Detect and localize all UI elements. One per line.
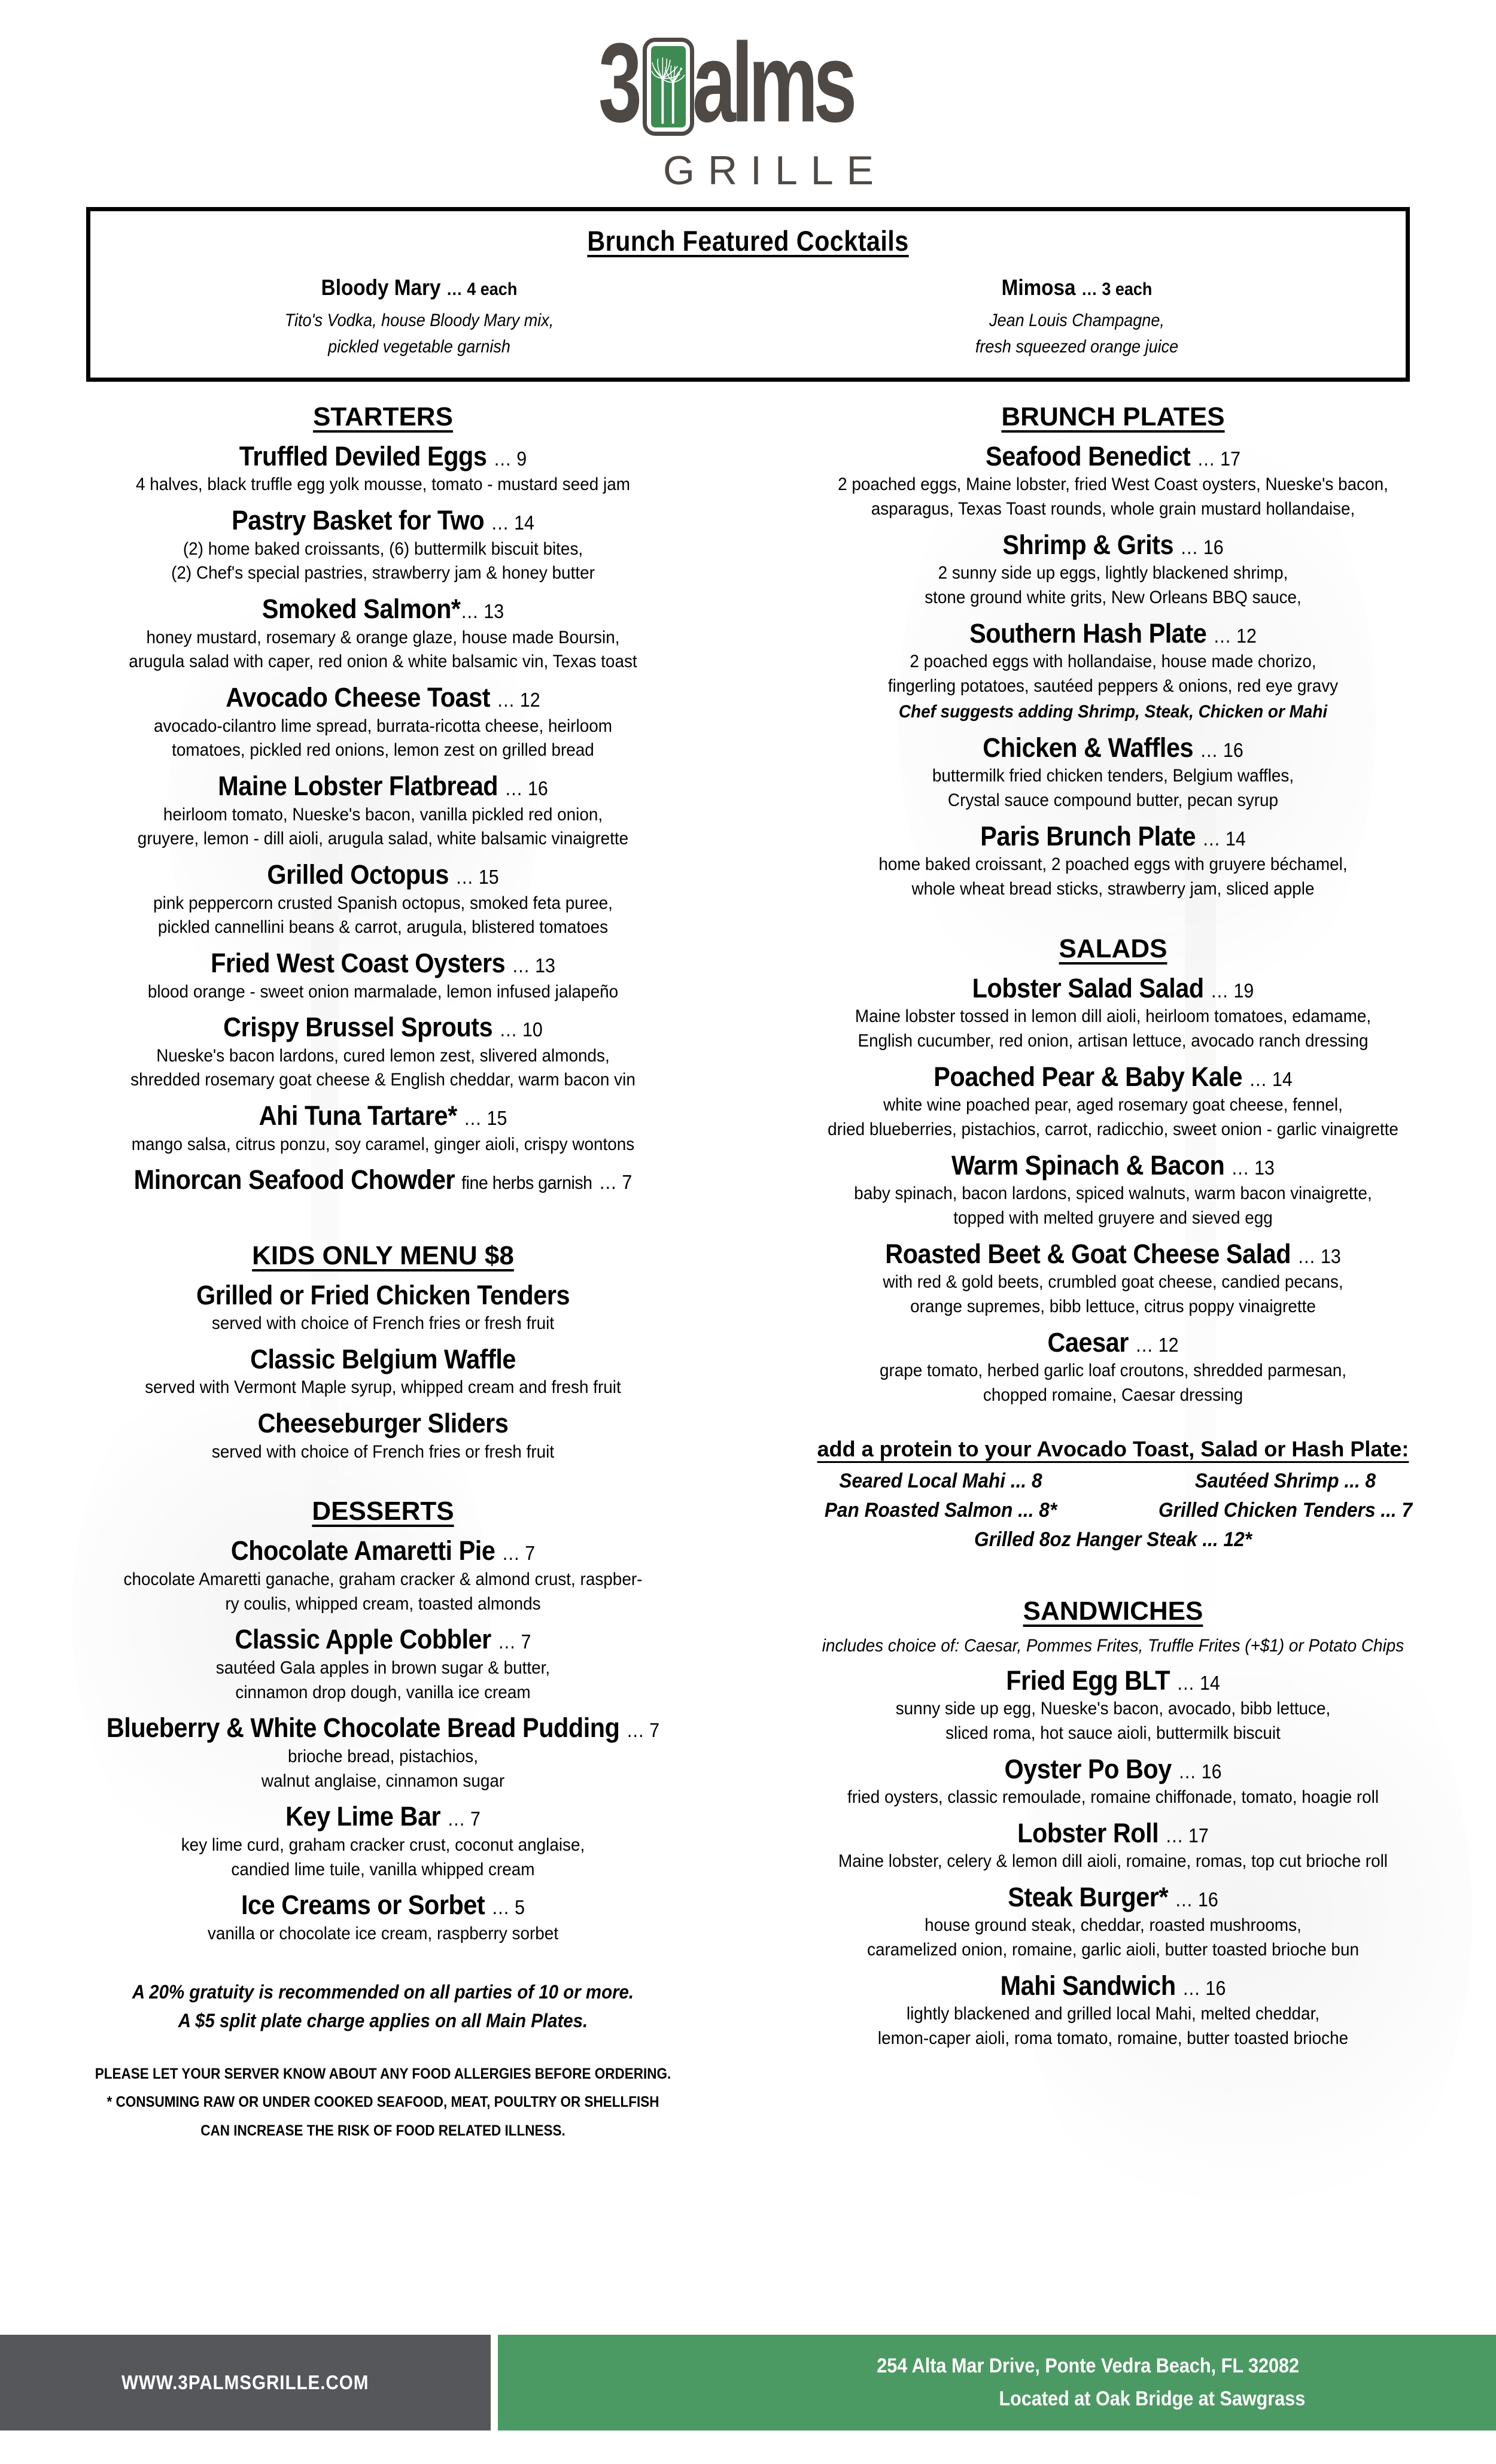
section-heading-brunch-plates: BRUNCH PLATES: [1001, 402, 1225, 431]
item-price: 5: [515, 1896, 525, 1919]
menu-item: Chicken & Waffles … 16 buttermilk fried chicken tenders, Belgium waffles, Crystal sauce compound butter, pecan syrup: [768, 733, 1458, 813]
logo-text-3: 3: [598, 19, 637, 146]
item-name: Classic Apple Cobbler: [235, 1624, 491, 1655]
menu-item: Classic Apple Cobbler … 7 sautéed Gala apples in brown sugar & butter, cinnamon drop dough, vanilla ice cream: [38, 1625, 728, 1705]
menu-item: Seafood Benedict … 17 2 poached eggs, Maine lobster, fried West Coast oysters, Nueske's bacon, asparagus, Texas Toast rounds, whole grain mustard hollandaise,: [768, 442, 1458, 522]
item-desc-line: fried oysters, classic remoulade, romaine chiffonade, tomato, hoagie roll: [847, 1787, 1379, 1808]
item-price: 16: [1223, 738, 1243, 761]
item-price: 14: [1225, 827, 1246, 850]
item-desc-line: vanilla or chocolate ice cream, raspberry sorbet: [207, 1923, 559, 1943]
item-desc-line: English cucumber, red onion, artisan lettuce, avocado ranch dressing: [858, 1030, 1369, 1051]
cocktail-desc-line: Tito's Vodka, house Bloody Mary mix,: [284, 311, 554, 330]
featured-cocktails-box: [86, 207, 1410, 382]
item-price: 14: [1272, 1067, 1293, 1090]
item-name: Fried Egg BLT: [1006, 1665, 1170, 1696]
item-name: Southern Hash Plate: [969, 617, 1207, 649]
menu-item: Pastry Basket for Two … 14 (2) home baked croissants, (6) buttermilk biscuit bites, (2) Chef's special pastries, strawberry jam & honey butter: [38, 506, 728, 586]
menu-item: Grilled Octopus … 15 pink peppercorn crusted Spanish octopus, smoked feta puree, pickled cannellini beans & carrot, arugula, blistered tomatoes: [38, 860, 728, 940]
section-heading-add-protein: add a protein to your Avocado Toast, Salad or Hash Plate:: [817, 1436, 1409, 1461]
item-desc-line: whole wheat bread sticks, strawberry jam, sliced apple: [911, 878, 1315, 899]
cocktail-desc-line: fresh squeezed orange juice: [975, 336, 1179, 357]
item-name: Shrimp & Grits: [1002, 529, 1174, 560]
item-name: Poached Pear & Baby Kale: [934, 1061, 1243, 1092]
item-price: 13: [1254, 1156, 1275, 1179]
item-desc-line: lemon-caper aioli, roma tomato, romaine, butter toasted brioche: [877, 2028, 1349, 2049]
sandwiches-side-note: includes choice of: Caesar, Pommes Frites, Truffle Frites (+$1) or Potato Chips: [822, 1635, 1404, 1656]
logo-text-palms: alms: [692, 19, 853, 146]
item-desc-line: stone ground white grits, New Orleans BBQ sauce,: [925, 588, 1302, 608]
item-desc-line: sliced roma, hot sauce aioli, buttermilk biscuit: [945, 1723, 1281, 1743]
menu-column-left: [28, 402, 748, 2145]
item-name: Ahi Tuna Tartare*: [259, 1100, 457, 1131]
menu-column-right: [748, 402, 1468, 2060]
menu-item: Fried Egg BLT … 14 sunny side up egg, Nueske's bacon, avocado, bibb lettuce, sliced roma, hot sauce aioli, buttermilk biscuit: [768, 1666, 1458, 1746]
item-desc-line: heirloom tomato, Nueske's bacon, vanilla pickled red onion,: [163, 804, 603, 825]
item-desc-line: Crystal sauce compound butter, pecan syrup: [947, 790, 1279, 810]
item-price: 15: [486, 1107, 507, 1130]
footer-address-panel: [498, 2335, 1496, 2430]
item-name: Avocado Cheese Toast: [226, 682, 491, 713]
item-desc-line: served with choice of French fries or fresh fruit: [211, 1313, 555, 1334]
menu-item: Ahi Tuna Tartare* … 15 mango salsa, citrus ponzu, soy caramel, ginger aioli, crispy wontons: [38, 1101, 728, 1157]
gratuity-line: A $5 split plate charge applies on all Main Plates.: [178, 2009, 588, 2031]
item-desc-line: cinnamon drop dough, vanilla ice cream: [235, 1682, 531, 1702]
item-name: Maine Lobster Flatbread: [218, 771, 498, 802]
chef-suggestion-note: Chef suggests adding Shrimp, Steak, Chicken or Mahi: [898, 701, 1328, 722]
cocktail-price: 3 each: [1102, 279, 1153, 299]
gratuity-note: [66, 1978, 700, 2035]
cocktail-item: Mimosa … 3 each Jean Louis Champagne, fresh squeezed orange juice: [748, 275, 1406, 360]
cocktails-title: Brunch Featured Cocktails: [587, 225, 909, 257]
item-desc-line: walnut anglaise, cinnamon sugar: [261, 1771, 505, 1791]
cocktail-name: Mimosa: [1001, 275, 1076, 300]
menu-item: Maine Lobster Flatbread … 16 heirloom tomato, Nueske's bacon, vanilla pickled red onion, gruyere, lemon - dill aioli, arugula salad, white balsamic vinaigrette: [38, 771, 728, 851]
item-name: Paris Brunch Plate: [980, 820, 1196, 851]
item-desc-line: brioche bread, pistachios,: [288, 1746, 478, 1766]
item-desc-line: (2) home baked croissants, (6) buttermilk biscuit bites,: [183, 539, 583, 559]
protein-option: Seared Local Mahi ... 8: [839, 1469, 1042, 1492]
item-desc-line: buttermilk fried chicken tenders, Belgium waffles,: [932, 766, 1294, 786]
item-desc-line: fingerling potatoes, sautéed peppers & onions, red eye gravy: [887, 676, 1339, 696]
item-name: Truffled Deviled Eggs: [239, 441, 487, 471]
item-inline-sub: fine herbs garnish: [461, 1172, 592, 1194]
item-name: Oyster Po Boy: [1004, 1753, 1172, 1784]
menu-item: Fried West Coast Oysters … 13 blood orange - sweet onion marmalade, lemon infused jalapeño: [38, 948, 728, 1004]
item-price: 13: [1320, 1245, 1341, 1267]
footer-divider: [491, 2335, 498, 2430]
protein-option: Grilled 8oz Hanger Steak ... 12*: [974, 1528, 1252, 1551]
item-price: 19: [1233, 979, 1254, 1002]
menu-item: Southern Hash Plate … 12 2 poached eggs with hollandaise, house made chorizo, fingerling potatoes, sautéed peppers & onions, red eye gravy Chef suggests adding Shrimp, Steak, Chicken or Mahi: [768, 619, 1458, 725]
item-desc-line: chopped romaine, Caesar dressing: [983, 1385, 1243, 1405]
menu-item: Key Lime Bar … 7 key lime curd, graham cracker crust, coconut anglaise, candied lime tuile, vanilla whipped cream: [38, 1802, 728, 1882]
item-desc-line: sautéed Gala apples in brown sugar & butter,: [215, 1657, 551, 1678]
item-desc-line: dried blueberries, pistachios, carrot, radicchio, sweet onion - garlic vinaigrette: [828, 1119, 1398, 1139]
item-desc-line: blood orange - sweet onion marmalade, lemon infused jalapeño: [147, 981, 619, 1002]
menu-item: Chocolate Amaretti Pie … 7 chocolate Amaretti ganache, graham cracker & almond crust, raspber- ry coulis, whipped cream, toasted almonds: [38, 1536, 728, 1616]
item-desc-line: sunny side up egg, Nueske's bacon, avocado, bibb lettuce,: [895, 1699, 1331, 1719]
item-name: Cheeseburger Sliders: [257, 1408, 509, 1439]
item-desc-line: topped with melted gruyere and sieved egg: [953, 1207, 1273, 1228]
item-desc-line: 2 poached eggs with hollandaise, house made chorizo,: [910, 652, 1316, 672]
item-desc-line: baby spinach, bacon lardons, spiced walnuts, warm bacon vinaigrette,: [854, 1184, 1372, 1204]
allergy-disclaimer: [73, 2060, 694, 2146]
item-price: 17: [1188, 1824, 1209, 1847]
item-name: Caesar: [1047, 1327, 1129, 1358]
menu-item: Poached Pear & Baby Kale … 14 white wine poached pear, aged rosemary goat cheese, fennel, dried blueberries, pistachios, carrot, radicchio, sweet onion - garlic vinaigrette: [768, 1062, 1458, 1142]
section-heading-salads: SALADS: [1059, 933, 1167, 963]
item-desc-line: pink peppercorn crusted Spanish octopus, smoked feta puree,: [153, 893, 613, 913]
item-desc-line: Maine lobster, celery & lemon dill aioli, romaine, romas, top cut brioche roll: [838, 1851, 1388, 1872]
item-name: Ice Creams or Sorbet: [241, 1890, 485, 1921]
item-desc-line: orange supremes, bibb lettuce, citrus poppy vinaigrette: [910, 1296, 1316, 1316]
item-desc-line: 4 halves, black truffle egg yolk mousse, tomato - mustard seed jam: [135, 474, 631, 495]
item-name: Warm Spinach & Bacon: [951, 1149, 1225, 1181]
disclaimer-line: * CONSUMING RAW OR UNDER COOKED SEAFOOD, MEAT, POULTRY OR SHELLFISH: [107, 2094, 659, 2111]
item-price: 17: [1220, 448, 1240, 470]
section-heading-starters: STARTERS: [313, 402, 453, 431]
item-price: 7: [525, 1542, 536, 1565]
menu-item: Warm Spinach & Bacon … 13 baby spinach, bacon lardons, spiced walnuts, warm bacon vinaigrette, topped with melted gruyere and sieved egg: [768, 1151, 1458, 1231]
protein-option: Sautéed Shrimp ... 8: [1194, 1469, 1376, 1492]
item-name: Grilled Octopus: [267, 859, 449, 890]
item-price: 7: [470, 1808, 481, 1830]
item-name: Pastry Basket for Two: [232, 505, 485, 536]
menu-item: Mahi Sandwich … 16 lightly blackened and grilled local Mahi, melted cheddar, lemon-caper aioli, roma tomato, romaine, butter toasted brioche: [768, 1971, 1458, 2051]
item-desc-line: ry coulis, whipped cream, toasted almonds: [225, 1593, 541, 1614]
section-heading-sandwiches: SANDWICHES: [1023, 1596, 1203, 1626]
item-name: Blueberry & White Chocolate Bread Pudding: [106, 1712, 620, 1744]
item-name: Key Lime Bar: [285, 1801, 441, 1832]
menu-item: [38, 1280, 728, 1336]
menu-item: Caesar … 12 grape tomato, herbed garlic loaf croutons, shredded parmesan, chopped romaine, Caesar dressing: [768, 1328, 1458, 1408]
menu-item: Avocado Cheese Toast … 12 avocado-cilantro lime spread, burrata-ricotta cheese, heirloom tomatoes, pickled red onions, lemon zest on grilled bread: [38, 683, 728, 763]
item-price: 14: [514, 512, 534, 534]
website-link[interactable]: WWW.3PALMSGRILLE.COM: [121, 2371, 369, 2393]
logo-subtitle: GRILLE: [663, 148, 887, 193]
item-price: 12: [519, 689, 540, 711]
protein-option: Pan Roasted Salmon ... 8*: [824, 1498, 1057, 1522]
item-price: 16: [1197, 1888, 1218, 1911]
menu-item: Truffled Deviled Eggs … 9 4 halves, black truffle egg yolk mousse, tomato - mustard seed jam: [38, 442, 728, 497]
item-price: 16: [1205, 1976, 1226, 1999]
item-price: 13: [535, 954, 555, 977]
item-desc-line: key lime curd, graham cracker crust, coconut anglaise,: [181, 1835, 585, 1855]
menu-item: [38, 1409, 728, 1464]
item-desc-line: (2) Chef's special pastries, strawberry jam & honey butter: [171, 563, 595, 583]
page-footer: [0, 2335, 1496, 2430]
menu-item: Blueberry & White Chocolate Bread Pudding … 7 brioche bread, pistachios, walnut anglaise, cinnamon sugar: [38, 1713, 728, 1793]
menu-item: Paris Brunch Plate … 14 home baked croissant, 2 poached eggs with gruyere béchamel, whole wheat bread sticks, strawberry jam, sliced apple: [768, 822, 1458, 902]
menu-item: Crispy Brussel Sprouts … 10 Nueske's bacon lardons, cured lemon zest, slivered almonds, shredded rosemary goat cheese & English cheddar, warm bacon vin: [38, 1012, 728, 1093]
add-protein-block: [768, 1437, 1458, 1555]
item-desc-line: home baked croissant, 2 poached eggs with gruyere béchamel,: [878, 854, 1348, 875]
item-name: Mahi Sandwich: [1000, 1970, 1176, 2001]
item-name: Crispy Brussel Sprouts: [223, 1012, 493, 1043]
item-desc-line: served with choice of French fries or fresh fruit: [211, 1441, 555, 1462]
item-desc-line: tomatoes, pickled red onions, lemon zest on grilled bread: [172, 740, 594, 761]
item-name: Chocolate Amaretti Pie: [230, 1535, 495, 1566]
item-desc-line: honey mustard, rosemary & orange glaze, house made Boursin,: [146, 627, 620, 647]
item-price: 14: [1199, 1671, 1220, 1694]
footer-website-panel[interactable]: [0, 2335, 491, 2430]
item-desc-line: mango salsa, citrus ponzu, soy caramel, ginger aioli, crispy wontons: [131, 1134, 635, 1154]
item-desc-line: with red & gold beets, crumbled goat cheese, candied pecans,: [883, 1272, 1343, 1292]
item-desc-line: white wine poached pear, aged rosemary goat cheese, fennel,: [883, 1095, 1343, 1115]
item-price: 16: [1203, 536, 1224, 558]
item-desc-line: house ground steak, cheddar, roasted mushrooms,: [925, 1915, 1302, 1936]
item-price: 13: [484, 600, 504, 623]
item-desc-line: Nueske's bacon lardons, cured lemon zest, slivered almonds,: [156, 1045, 610, 1066]
item-name: Classic Belgium Waffle: [250, 1344, 516, 1375]
menu-item: Steak Burger* … 16 house ground steak, cheddar, roasted mushrooms, caramelized onion, romaine, garlic aioli, butter toasted brioche bun: [768, 1882, 1458, 1963]
cocktail-name: Bloody Mary: [321, 275, 441, 300]
item-desc-line: avocado-cilantro lime spread, burrata-ricotta cheese, heirloom: [153, 716, 613, 736]
item-desc-line: chocolate Amaretti ganache, graham cracker & almond crust, raspber-: [123, 1569, 643, 1589]
item-desc-line: Maine lobster tossed in lemon dill aioli, heirloom tomatoes, edamame,: [855, 1006, 1372, 1027]
item-name: Minorcan Seafood Chowder: [133, 1164, 455, 1196]
item-price: 12: [1158, 1333, 1179, 1356]
menu-item: Minorcan Seafood Chowder fine herbs garnish … 7: [133, 1164, 633, 1196]
item-desc-line: candied lime tuile, vanilla whipped cream: [231, 1859, 535, 1879]
item-name: Roasted Beet & Goat Cheese Salad: [885, 1238, 1291, 1269]
menu-item: Ice Creams or Sorbet … 5 vanilla or chocolate ice cream, raspberry sorbet: [38, 1890, 728, 1946]
item-desc-line: arugula salad with caper, red onion & white balsamic vin, Texas toast: [129, 652, 637, 672]
item-desc-line: shredded rosemary goat cheese & English cheddar, warm bacon vin: [130, 1070, 636, 1090]
menu-item: Oyster Po Boy … 16 fried oysters, classic remoulade, romaine chiffonade, tomato, hoagie roll: [768, 1754, 1458, 1810]
disclaimer-line: PLEASE LET YOUR SERVER KNOW ABOUT ANY FOOD ALLERGIES BEFORE ORDERING.: [95, 2065, 671, 2082]
logo-wordmark: [598, 19, 898, 146]
item-name: Fried West Coast Oysters: [211, 948, 506, 979]
item-price: 16: [1201, 1760, 1222, 1782]
cocktail-price: 4 each: [467, 279, 518, 299]
menu-item: Roasted Beet & Goat Cheese Salad … 13 with red & gold beets, crumbled goat cheese, candied pecans, orange supremes, bibb lettuce, citrus poppy vinaigrette: [768, 1239, 1458, 1319]
cocktail-item: Bloody Mary … 4 each Tito's Vodka, house Bloody Mary mix, pickled vegetable garnish: [90, 275, 748, 360]
item-price: 16: [527, 777, 548, 800]
item-desc-line: caramelized onion, romaine, garlic aioli, butter toasted brioche bun: [867, 1940, 1359, 1960]
item-name: Chicken & Waffles: [983, 732, 1194, 763]
item-desc-line: grape tomato, herbed garlic loaf croutons, shredded parmesan,: [879, 1361, 1347, 1381]
menu-item: [38, 1344, 728, 1400]
address-line-1: 254 Alta Mar Drive, Ponte Vedra Beach, FL 32082: [876, 2354, 1299, 2377]
address-line-2: Located at Oak Bridge at Sawgrass: [999, 2387, 1306, 2410]
item-desc-line: 2 poached eggs, Maine lobster, fried West Coast oysters, Nueske's bacon,: [838, 474, 1388, 495]
item-desc-line: lightly blackened and grilled local Mahi, melted cheddar,: [906, 2004, 1320, 2024]
section-heading-kids: KIDS ONLY MENU $8: [252, 1240, 514, 1270]
menu-item: Lobster Roll … 17 Maine lobster, celery & lemon dill aioli, romaine, romas, top cut brioche roll: [768, 1818, 1458, 1874]
item-desc-line: gruyere, lemon - dill aioli, arugula salad, white balsamic vinaigrette: [137, 829, 629, 849]
item-price: 15: [478, 866, 499, 889]
item-name: Seafood Benedict: [986, 441, 1191, 471]
item-price: 12: [1236, 624, 1257, 647]
gratuity-line: A 20% gratuity is recommended on all parties of 10 or more.: [132, 1981, 634, 2003]
item-name: Lobster Salad Salad: [972, 972, 1204, 1003]
cocktail-desc-line: Jean Louis Champagne,: [989, 311, 1164, 330]
item-price: 7: [649, 1719, 660, 1742]
item-desc-line: asparagus, Texas Toast rounds, whole grain mustard hollandaise,: [871, 499, 1355, 519]
disclaimer-line: CAN INCREASE THE RISK OF FOOD RELATED ILLNESS.: [200, 2122, 565, 2139]
item-desc-line: pickled cannellini beans & carrot, arugula, blistered tomatoes: [157, 917, 609, 938]
item-desc-line: served with Vermont Maple syrup, whipped cream and fresh fruit: [145, 1377, 621, 1398]
item-price: 7: [622, 1171, 633, 1194]
cocktail-desc-line: pickled vegetable garnish: [328, 336, 510, 357]
palm-tree-icon: [647, 42, 690, 132]
item-name: Steak Burger*: [1008, 1882, 1169, 1912]
item-name: Lobster Roll: [1017, 1817, 1159, 1848]
menu-item: Smoked Salmon*… 13 honey mustard, rosemary & orange glaze, house made Boursin, arugula salad with caper, red onion & white balsamic vin, Texas toast: [38, 594, 728, 674]
protein-option: Grilled Chicken Tenders ... 7: [1158, 1498, 1413, 1522]
menu-item: Shrimp & Grits … 16 2 sunny side up eggs, lightly blackened shrimp, stone ground white grits, New Orleans BBQ sauce,: [768, 530, 1458, 610]
item-price: 9: [516, 448, 527, 470]
item-name: Smoked Salmon*: [262, 594, 461, 625]
item-price: 7: [521, 1631, 531, 1653]
item-price: 10: [522, 1018, 543, 1041]
item-desc-line: 2 sunny side up eggs, lightly blackened shrimp,: [938, 563, 1288, 583]
menu-item: Lobster Salad Salad … 19 Maine lobster tossed in lemon dill aioli, heirloom tomatoes, edamame, English cucumber, red onion, artisan lettuce, avocado ranch dressing: [768, 974, 1458, 1054]
section-heading-desserts: DESSERTS: [312, 1496, 454, 1526]
item-name: Grilled or Fried Chicken Tenders: [196, 1279, 570, 1310]
brand-logo: [0, 0, 1496, 194]
